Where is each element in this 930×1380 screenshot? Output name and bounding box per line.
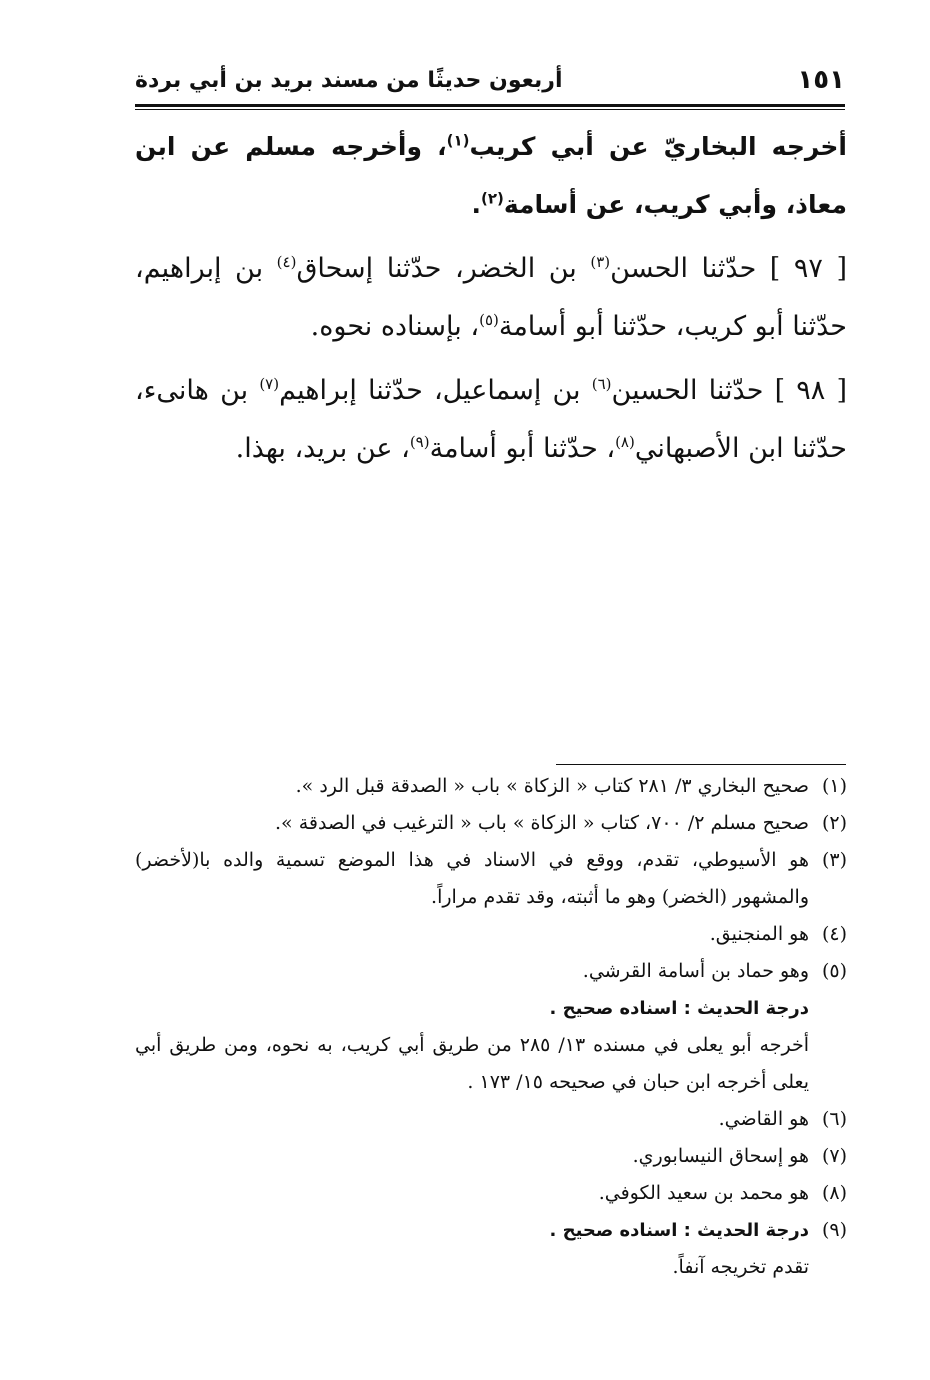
footnote-text: هو محمد بن سعيد الكوفي. xyxy=(598,1182,809,1204)
text-run: ، بإسناده نحوه. xyxy=(310,311,480,342)
text-run: بن هانىء، حدّثنا ابن الأصبهاني xyxy=(135,375,847,464)
text-run: بن إبراهيم، حدّثنا أبو كريب، حدّثنا أبو أسامة xyxy=(135,253,847,342)
footnote-9 xyxy=(135,1212,847,1249)
header-rule-thin xyxy=(135,109,845,110)
footnote-5 xyxy=(135,953,847,990)
page-number: ١٥١ xyxy=(797,65,845,95)
footnote-ref: (١) xyxy=(446,131,470,150)
footnote-text: صحيح البخاري ٣/ ٢٨١ كتاب « الزكاة » باب « الصدقة قبل الرد ». xyxy=(295,775,809,797)
footnote-4 xyxy=(135,916,847,953)
footnote-ref: (٣) xyxy=(590,253,611,271)
footnote-number: (٣) xyxy=(821,849,847,871)
hadith-98 xyxy=(135,362,847,478)
footnote-number: (٧) xyxy=(821,1145,847,1167)
footnote-ref: (٢) xyxy=(481,189,504,208)
footnote-ref: (٦) xyxy=(591,375,612,393)
footnote-number: (٥) xyxy=(821,960,847,982)
footnote-text: وهو حماد بن أسامة القرشي. xyxy=(582,960,809,982)
footnote-5-takhrij: أخرجه أبو يعلى في مسنده ١٣/ ٢٨٥ من طريق أبي كريب، به نحوه، ومن طريق أبي يعلى أخرجه ابن حبان في صحيحه ١٥/ ١٧٣ . xyxy=(135,1034,809,1093)
footnote-separator xyxy=(556,764,846,765)
footnote-ref: (٧) xyxy=(259,375,280,393)
footnote-6 xyxy=(135,1101,847,1138)
footnote-number: (٩) xyxy=(821,1219,847,1241)
footnote-text: هو الأسيوطي، تقدم، ووقع في الاسناد في هذا الموضع تسمية والده با(لأخضر) والمشهور (الخضر) وهو ما أثبته، وقد تقدم مراراً. xyxy=(135,849,809,908)
text-run: [ ٩٧ ] حدّثنا الحسن xyxy=(610,253,847,284)
footnote-text: هو إسحاق النيسابوري. xyxy=(632,1145,809,1167)
hadith-97 xyxy=(135,240,847,356)
footnote-number: (٦) xyxy=(821,1108,847,1130)
footnote-3 xyxy=(135,842,847,916)
footnote-7 xyxy=(135,1138,847,1175)
footnote-5-grade: درجة الحديث : اسناده صحيح . xyxy=(549,998,809,1019)
text-run: بن الخضر، حدّثنا إسحاق xyxy=(296,253,591,284)
footnote-text: هو القاضي. xyxy=(718,1108,809,1130)
footnote-ref: (٥) xyxy=(479,311,499,329)
footnote-text: هو المنجنيق. xyxy=(709,923,809,945)
footnote-number: (١) xyxy=(821,775,847,797)
text-run: ، وأخرجه مسلم عن ابن معاذ، وأبي كريب، عن أسامة xyxy=(135,132,847,219)
footnote-number: (٨) xyxy=(821,1182,847,1204)
page-header xyxy=(135,58,845,102)
footnote-ref: (٨) xyxy=(615,433,635,451)
header-rule xyxy=(135,104,845,107)
footnote-ref: (٩) xyxy=(409,433,430,451)
footnote-number: (٢) xyxy=(821,812,847,834)
footnote-8 xyxy=(135,1175,847,1212)
text-run: بن إسماعيل، حدّثنا إبراهيم xyxy=(279,375,592,406)
text-run: . xyxy=(471,190,482,219)
footnote-number: (٤) xyxy=(821,923,847,945)
footnote-1 xyxy=(135,768,847,805)
running-title: أربعون حديثًا من مسند بريد بن أبي بردة xyxy=(135,67,563,93)
text-run: ، عن بريد، بهذا. xyxy=(235,433,410,464)
footnote-2 xyxy=(135,805,847,842)
footnotes xyxy=(135,768,847,1286)
text-run: [ ٩٨ ] حدّثنا الحسين xyxy=(611,375,847,406)
footnote-grade: درجة الحديث : اسناده صحيح . xyxy=(549,1220,809,1241)
text-run: أخرجه البخاريّ عن أبي كريب xyxy=(469,132,847,161)
footnote-text: صحيح مسلم ٢/ ٧٠٠، كتاب « الزكاة » باب « الترغيب في الصدقة ». xyxy=(275,812,809,834)
footnote-9-takhrij: تقدم تخريجه آنفاً. xyxy=(672,1256,809,1278)
footnote-ref: (٤) xyxy=(276,253,297,271)
text-run: ، حدّثنا أبو أسامة xyxy=(429,433,616,464)
paragraph-takhrij xyxy=(135,118,847,234)
main-text xyxy=(135,118,847,478)
